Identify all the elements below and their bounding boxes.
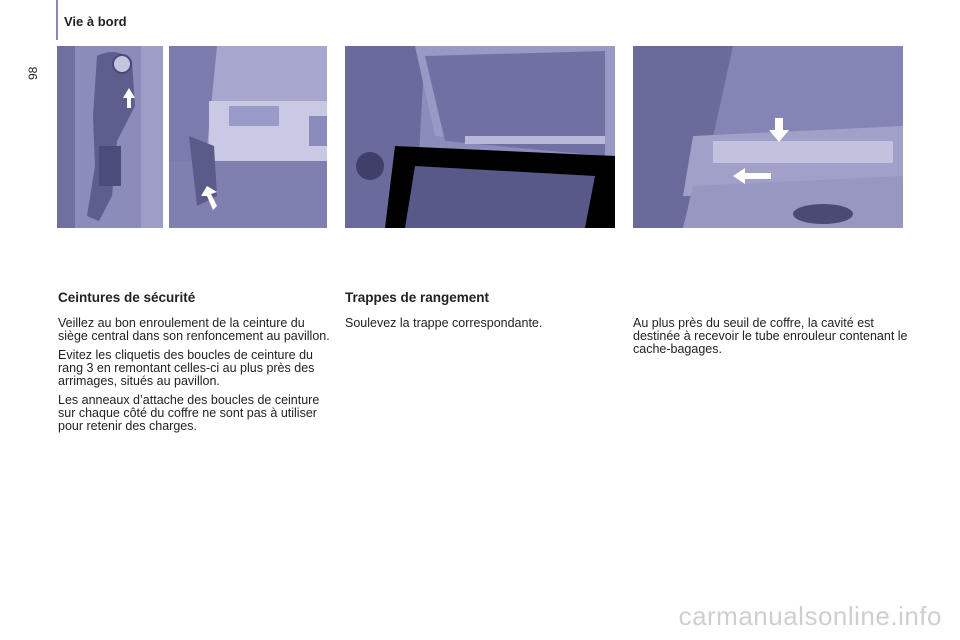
boot-sill-cavity-photo	[633, 46, 903, 228]
storage-hatches-heading: Trappes de rangement	[345, 290, 490, 305]
watermark: carmanualsonline.info	[678, 601, 942, 631]
seat-belt-clip-photo	[169, 46, 327, 228]
header-accent-bar	[56, 0, 58, 40]
page-number: 98	[26, 66, 40, 80]
seat-belts-paragraph-3: Les anneaux d’attache des boucles de ceinture sur chaque côté du coffre ne sont pas à utiliser pour retenir des charges.	[58, 393, 320, 433]
storage-paragraph-left: Soulevez la trappe correspondante.	[345, 316, 543, 330]
storage-hatch-photo	[345, 46, 615, 228]
section-title: Vie à bord	[64, 14, 127, 29]
storage-paragraph-right: Au plus près du seuil de coffre, la cavité est destinée à recevoir le tube enrouleur contenant le cache-bagages.	[633, 316, 908, 356]
seat-belts-paragraph-1: Veillez au bon enroulement de la ceinture du siège central dans son renfoncement au pavillon.	[58, 316, 330, 343]
seat-belts-heading: Ceintures de sécurité	[58, 290, 196, 305]
seat-belts-text	[58, 317, 330, 439]
seat-belts-paragraph-2: Evitez les cliquetis des boucles de ceinture du rang 3 en remontant celles-ci au plus près des arrimages, situés au pavillon.	[58, 348, 315, 388]
seat-belt-anchor-photo	[57, 46, 163, 228]
storage-text-left	[345, 317, 605, 336]
storage-text-right	[633, 317, 908, 362]
